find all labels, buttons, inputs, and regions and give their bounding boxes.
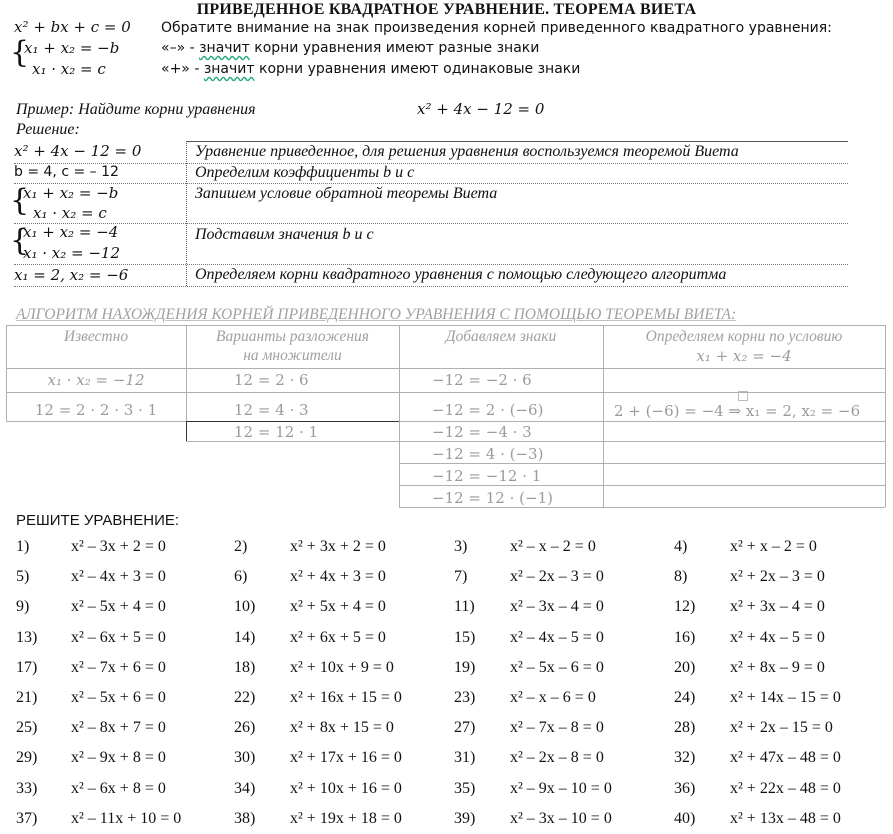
exercise-number: 27) (454, 719, 476, 736)
grid-line (399, 325, 400, 507)
exercise-number: 30) (234, 749, 256, 766)
exercise-number: 34) (234, 780, 256, 797)
step-4-product: x₁ · x₂ = −12 (23, 244, 121, 262)
exercise-equation: x² + 13x – 48 = 0 (730, 810, 841, 827)
algorithm-title: АЛГОРИТМ НАХОЖДЕНИЯ КОРНЕЙ ПРИВЕДЕННОГО УРАВНЕНИЯ С ПОМОЩЬЮ ТЕОРЕМЫ ВИЕТА: (16, 306, 737, 323)
exercise-equation: x² – 5x – 6 = 0 (510, 659, 604, 676)
minus-dash: - (185, 40, 200, 56)
exercise-equation: x² – 7x + 6 = 0 (71, 659, 166, 676)
exercise-number: 9) (16, 598, 30, 615)
minus-word: значит (199, 40, 250, 56)
exercise-number: 18) (234, 659, 256, 676)
exercise-number: 11) (454, 598, 475, 615)
intro-line: Обратите внимание на знак произведения корней приведенного квадратного уравнения: (161, 20, 832, 36)
sign-variant-4: −12 = 4 · (−3) (432, 445, 544, 463)
exercise-number: 32) (674, 749, 696, 766)
solution-rule (14, 264, 848, 265)
exercise-number: 23) (454, 689, 476, 706)
exercise-number: 10) (234, 598, 256, 615)
exercise-number: 39) (454, 810, 476, 827)
grid-line (6, 368, 885, 369)
exercise-number: 13) (16, 629, 38, 646)
vieta-product: x₁ · x₂ = c (32, 60, 106, 78)
plus-sign-label: «+» (161, 61, 190, 77)
variant-3: 12 = 12 · 1 (234, 423, 319, 441)
solution-rule-top (186, 141, 848, 142)
exercise-equation: x² – 6x + 5 = 0 (71, 629, 166, 646)
exercise-equation: x² + 17x + 16 = 0 (290, 749, 402, 766)
exercise-equation: x² + 10x + 9 = 0 (290, 659, 394, 676)
step-4-sum: x₁ + x₂ = −4 (23, 223, 119, 241)
solution-rule (14, 223, 848, 224)
exercise-equation: x² – 4x + 3 = 0 (71, 568, 166, 585)
exercise-number: 15) (454, 629, 476, 646)
exercise-equation: x² – x – 2 = 0 (510, 538, 596, 555)
intro-minus-rule (161, 40, 539, 56)
exercise-equation: x² – 9x – 10 = 0 (510, 780, 612, 797)
exercise-equation: x² + 19x + 18 = 0 (290, 810, 402, 827)
exercise-number: 38) (234, 810, 256, 827)
header-roots: Определяем корни по условию (645, 328, 843, 345)
variants-bottom-rule (186, 421, 399, 422)
exercise-equation: x² + x – 2 = 0 (730, 538, 817, 555)
header-known: Известно (63, 328, 129, 345)
solution-label: Решение: (16, 121, 80, 138)
exercise-number: 8) (674, 568, 688, 585)
sign-variant-5: −12 = −12 · 1 (432, 467, 542, 485)
solution-rule (14, 183, 848, 184)
exercise-equation: x² – 6x + 8 = 0 (71, 780, 166, 797)
exercise-equation: x² + 22x – 48 = 0 (730, 780, 841, 797)
solution-rule (14, 163, 848, 164)
exercise-number: 28) (674, 719, 696, 736)
grid-line (6, 421, 885, 422)
exercise-number: 37) (16, 810, 38, 827)
plus-dash: - (189, 61, 204, 77)
exercise-equation: x² + 2x – 3 = 0 (730, 568, 825, 585)
exercise-equation: x² – x – 6 = 0 (510, 689, 596, 706)
header-roots-condition: x₁ + x₂ = −4 (696, 347, 792, 365)
header-variants-2: на множители (243, 347, 342, 364)
step-3-product: x₁ · x₂ = c (33, 204, 107, 222)
exercise-number: 16) (674, 629, 696, 646)
exercise-equation: x² + 10x + 16 = 0 (290, 780, 402, 797)
exercise-equation: x² + 8x – 9 = 0 (730, 659, 825, 676)
grid-line (399, 485, 885, 486)
intro-plus-rule (161, 61, 580, 77)
exercise-equation: x² + 8x + 15 = 0 (290, 719, 394, 736)
exercise-equation: x² – 2x – 3 = 0 (510, 568, 604, 585)
solution-rule (14, 286, 848, 287)
general-formula: x² + bx + c = 0 (14, 18, 131, 36)
exercise-equation: x² + 3x – 4 = 0 (730, 598, 825, 615)
step-2-coefficients: b = 4, c = – 12 (14, 164, 119, 180)
step-5-roots: x₁ = 2, x₂ = −6 (14, 266, 129, 284)
vieta-sum: x₁ + x₂ = −b (24, 39, 120, 57)
exercise-number: 35) (454, 780, 476, 797)
step-5-note: Определяем корни квадратного уравнения с помощью следующего алгоритма (195, 266, 727, 283)
step-1-equation: x² + 4x − 12 = 0 (14, 142, 142, 160)
exercise-equation: x² – 5x + 6 = 0 (71, 689, 166, 706)
exercise-equation: x² + 6x + 5 = 0 (290, 629, 386, 646)
exercise-number: 25) (16, 719, 38, 736)
anchor-icon (738, 391, 748, 401)
step-4-note: Подставим значения b и c (195, 226, 374, 243)
exercise-equation: x² – 3x + 2 = 0 (71, 538, 166, 555)
header-variants: Варианты разложения (216, 328, 369, 345)
minus-sign-label: «–» (161, 40, 186, 56)
sign-variant-3: −12 = −4 · 3 (432, 423, 532, 441)
grid-line (6, 325, 885, 326)
exercise-equation: x² – 7x – 8 = 0 (510, 719, 604, 736)
step-4-brace: { (10, 223, 30, 258)
minus-rule-text: корни уравнения имеют разные знаки (249, 40, 540, 56)
exercise-equation: x² – 11x + 10 = 0 (71, 810, 182, 827)
exercise-number: 36) (674, 780, 696, 797)
exercise-number: 20) (674, 659, 696, 676)
sign-variant-2: −12 = 2 · (−6) (432, 401, 544, 419)
exercise-number: 22) (234, 689, 256, 706)
variant-2: 12 = 4 · 3 (234, 401, 309, 419)
exercise-number: 12) (674, 598, 696, 615)
exercise-number: 29) (16, 749, 38, 766)
example-label: Пример: Найдите корни уравнения (16, 101, 256, 118)
exercise-number: 7) (454, 568, 468, 585)
exercise-number: 33) (16, 780, 38, 797)
plus-word: значит (203, 61, 255, 77)
exercise-equation: x² – 8x + 7 = 0 (71, 719, 166, 736)
exercise-equation: x² + 5x + 4 = 0 (290, 598, 386, 615)
grid-line (399, 463, 885, 464)
sign-variant-1: −12 = −2 · 6 (432, 371, 532, 389)
exercises-title: РЕШИТЕ УРАВНЕНИЕ: (16, 512, 180, 529)
exercise-number: 26) (234, 719, 256, 736)
exercise-equation: x² – 3x – 10 = 0 (510, 810, 612, 827)
exercise-number: 5) (16, 568, 30, 585)
exercise-number: 2) (234, 538, 248, 555)
grid-line (399, 507, 885, 508)
header-signs: Добавляем знаки (445, 328, 557, 345)
step-2-note: Определим коэффициенты b и c (195, 164, 415, 181)
exercise-number: 4) (674, 538, 688, 555)
step-3-note: Запишем условие обратной теоремы Виета (195, 185, 498, 202)
sign-variant-6: −12 = 12 · (−1) (432, 489, 553, 507)
exercise-number: 1) (16, 538, 30, 555)
exercise-equation: x² – 5x + 4 = 0 (71, 598, 166, 615)
grid-line (186, 441, 885, 442)
roots-result: 2 + (−6) = −4 ⇒ x₁ = 2, x₂ = −6 (614, 402, 861, 420)
solution-divider (186, 141, 187, 286)
exercise-equation: x² + 2x – 15 = 0 (730, 719, 833, 736)
exercise-equation: x² + 47x – 48 = 0 (730, 749, 841, 766)
exercise-equation: x² – 2x – 8 = 0 (510, 749, 604, 766)
exercise-equation: x² + 14x – 15 = 0 (730, 689, 841, 706)
system-brace: { (10, 35, 30, 70)
variants-left-rule (186, 421, 187, 441)
exercise-equation: x² + 16x + 15 = 0 (290, 689, 402, 706)
exercise-number: 24) (674, 689, 696, 706)
exercise-equation: x² – 9x + 8 = 0 (71, 749, 166, 766)
step-3-sum: x₁ + x₂ = −b (23, 184, 119, 202)
exercise-equation: x² + 4x + 3 = 0 (290, 568, 386, 585)
exercise-number: 31) (454, 749, 476, 766)
exercise-equation: x² – 4x – 5 = 0 (510, 629, 604, 646)
plus-rule-text: корни уравнения имеют одинаковые знаки (254, 61, 581, 77)
exercise-number: 21) (16, 689, 38, 706)
grid-line (6, 392, 885, 393)
exercise-equation: x² + 4x – 5 = 0 (730, 629, 825, 646)
example-equation: x² + 4x − 12 = 0 (417, 100, 545, 118)
known-product: x₁ · x₂ = −12 (47, 371, 145, 389)
exercise-number: 3) (454, 538, 468, 555)
exercise-number: 17) (16, 659, 38, 676)
known-factorization: 12 = 2 · 2 · 3 · 1 (34, 401, 158, 419)
exercise-number: 19) (454, 659, 476, 676)
page-title: ПРИВЕДЕННОЕ КВАДРАТНОЕ УРАВНЕНИЕ. ТЕОРЕМА ВИЕТА (196, 1, 697, 18)
exercise-equation: x² – 3x – 4 = 0 (510, 598, 604, 615)
step-1-note: Уравнение приведенное, для решения уравнения воспользуемся теоремой Виета (195, 143, 739, 160)
exercise-equation: x² + 3x + 2 = 0 (290, 538, 386, 555)
exercise-number: 40) (674, 810, 696, 827)
variant-1: 12 = 2 · 6 (234, 371, 309, 389)
step-3-brace: { (10, 183, 30, 218)
grid-line (885, 325, 886, 507)
exercise-number: 14) (234, 629, 256, 646)
exercise-number: 6) (234, 568, 248, 585)
